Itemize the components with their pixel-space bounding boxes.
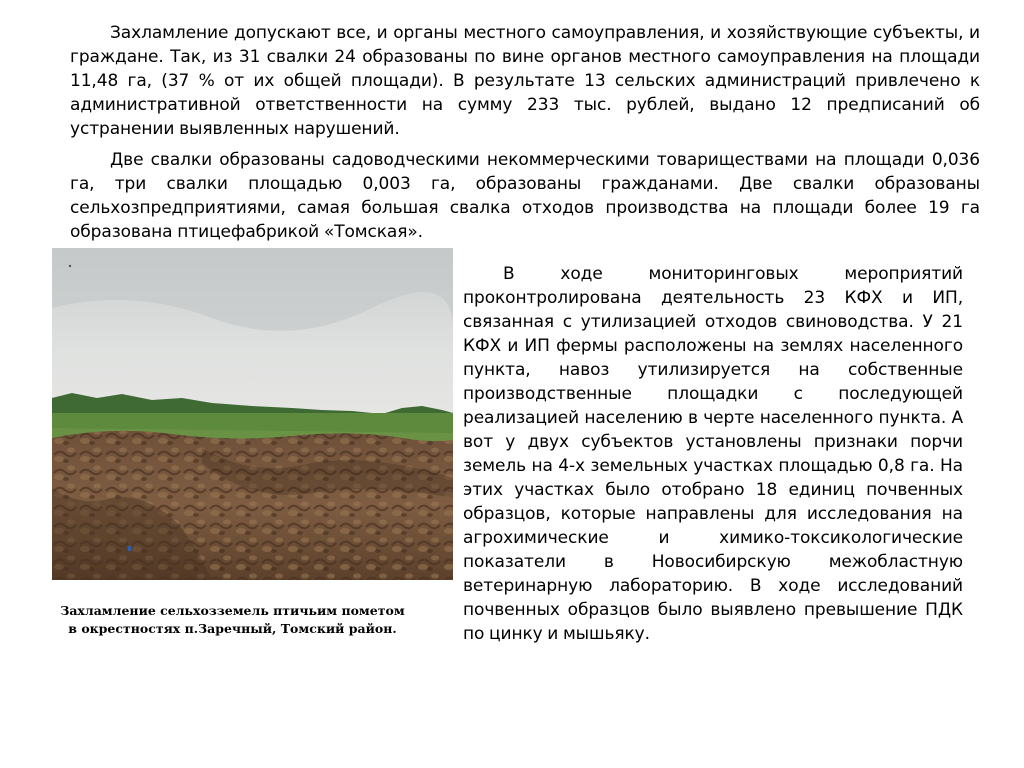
paragraph-other-dumps: Две свалки образованы садоводческими некоммерческими товариществами на площади 0,036 га, три свалки площадью 0,003 га, образованы гражданами. Две свалки образованы сельхозпредприятиями, самая большая свалка отходов производства на площади более 19 га образована птицефабрикой «Томская». (70, 150, 980, 242)
paragraph-monitoring: В ходе мониторинговых мероприятий проконтролирована деятельность 23 КФХ и ИП, связанная с утилизацией отходов свиноводства. У 21 КФХ и ИП фермы расположены на землях населенного пункта, навоз утилизируется на собственные производственные площадки с последующей реализацией населению в черте населенного пункта. А вот у двух субъектов установлены признаки порчи земель на 4-х земельных участках площадью 0,8 га. На этих участках было отобрано 18 единиц почвенных образцов, которые направлены для исследования на агрохимические и химико-токсикологические показатели в Новосибирскую межобластную ветеринарную лабораторию. В ходе исследований почвенных образцов было выявлено превышение ПДК по цинку и мышьяку. (463, 264, 963, 644)
photo-caption: Захламление сельхозземель птичьим пометом в окрестностях п.Заречный, Томский район. (60, 603, 405, 636)
field-photo (52, 248, 453, 580)
paragraph-municipal-dumps: Захламление допускают все, и органы местного самоуправления, и хозяйствующие субъекты, и граждане. Так, из 31 свалки 24 образованы по вине органов местного самоуправления на площади 11,48 га, (37 % от их общей площади). В результате 13 сельских администраций привлечено к административной ответственности на сумму 233 тыс. рублей, выдано 12 предписаний об устранении выявленных нарушений. (70, 23, 980, 139)
